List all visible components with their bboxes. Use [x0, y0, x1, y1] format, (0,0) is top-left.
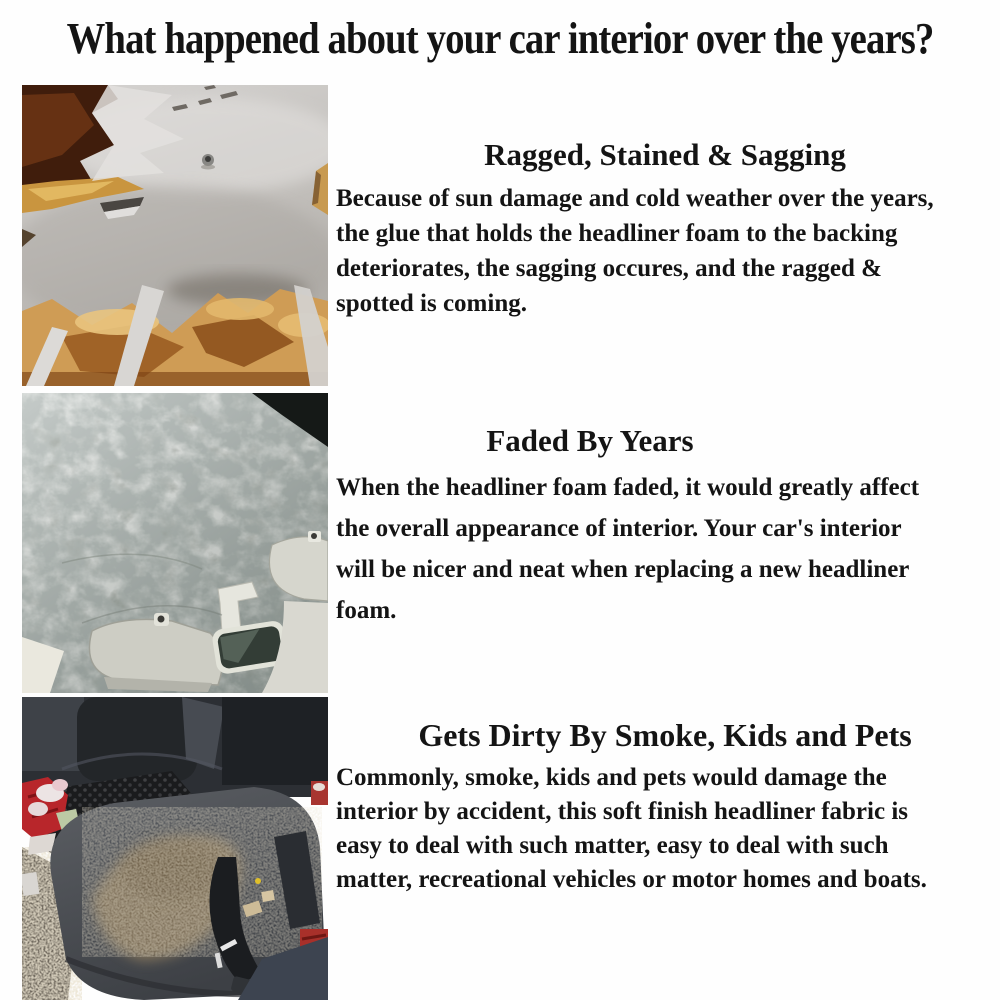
body-line: foam. [336, 597, 397, 624]
faded-headliner-photo [22, 393, 328, 693]
faded-headliner-illustration [22, 393, 328, 693]
body-line: deteriorates, the sagging occures, and the ragged & [336, 255, 882, 282]
body-line: the glue that holds the headliner foam to the backing [336, 220, 898, 247]
body-line: When the headliner foam faded, it would greatly affect [336, 474, 920, 501]
section-heading: Gets Dirty By Smoke, Kids and Pets [418, 717, 912, 753]
section-body [330, 181, 1000, 321]
dirty-seat-illustration [22, 697, 328, 1000]
body-line: will be nicer and neat when replacing a new headliner [336, 556, 910, 583]
section-gets-dirty [330, 716, 1000, 897]
dirty-car-seat-photo [22, 697, 328, 1000]
body-line: easy to deal with such matter, easy to deal with such [336, 832, 889, 859]
section-heading: Faded By Years [486, 423, 694, 458]
body-line: Commonly, smoke, kids and pets would damage the [336, 764, 887, 791]
section-ragged-stained-sagging [330, 136, 1000, 321]
section-body [330, 467, 1000, 631]
body-line: Because of sun damage and cold weather over the years, [336, 185, 934, 212]
section-heading: Ragged, Stained & Sagging [484, 137, 846, 172]
section-faded-by-years [330, 422, 1000, 631]
body-line: spotted is coming. [336, 290, 527, 317]
body-line: matter, recreational vehicles or motor homes and boats. [336, 866, 927, 893]
section-body [330, 761, 1000, 897]
body-line: the overall appearance of interior. Your car's interior [336, 515, 902, 542]
page-title: What happened about your car interior over the years? [66, 14, 934, 63]
torn-headliner-illustration [22, 85, 328, 386]
torn-sagging-headliner-photo [22, 85, 328, 386]
body-line: interior by accident, this soft finish headliner fabric is [336, 798, 908, 825]
